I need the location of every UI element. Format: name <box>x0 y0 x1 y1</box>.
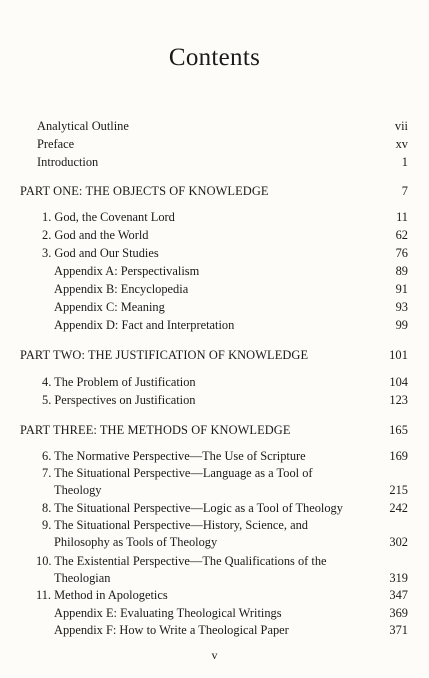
toc-entry-page: 371 <box>389 623 408 637</box>
toc-entry-label: 9. The Situational Perspective—History, Science, and <box>42 518 308 532</box>
toc-entry-page: 62 <box>395 228 408 242</box>
toc-entry-page: 123 <box>389 393 408 407</box>
toc-entry-page: 104 <box>389 375 408 389</box>
toc-entry-page: 11 <box>396 210 408 224</box>
toc-entry-page: 319 <box>389 571 408 585</box>
toc-entry-label: 10. The Existential Perspective—The Qualifications of the <box>36 554 327 568</box>
part-heading-page: 165 <box>389 423 408 437</box>
toc-entry-label: Appendix E: Evaluating Theological Writings <box>54 606 282 620</box>
toc-entry-page: 302 <box>389 535 408 549</box>
part-heading-label: PART TWO: THE JUSTIFICATION OF KNOWLEDGE <box>20 348 309 362</box>
toc-entry-label: 3. God and Our Studies <box>42 246 159 260</box>
page-title: Contents <box>168 44 261 71</box>
toc-entry-label: 1. God, the Covenant Lord <box>42 210 175 224</box>
toc-entry-label: Introduction <box>37 155 99 169</box>
toc-entry-label: Theologian <box>54 571 111 585</box>
toc-entry-page: 93 <box>395 300 408 314</box>
toc-entry-label: 5. Perspectives on Justification <box>42 393 196 407</box>
toc-entry-label: Appendix F: How to Write a Theological Paper <box>54 623 289 637</box>
toc-entry-label: 4. The Problem of Justification <box>42 375 196 389</box>
toc-entry-page: 369 <box>389 606 408 620</box>
toc-entry-page: 347 <box>389 588 408 602</box>
toc-entry-label: 7. The Situational Perspective—Language as a Tool of <box>42 466 313 480</box>
toc-entry-label: 11. Method in Apologetics <box>36 588 168 602</box>
toc-entry-label: Appendix B: Encyclopedia <box>54 282 189 296</box>
toc-entry-label: Appendix A: Perspectivalism <box>54 264 200 278</box>
toc-entry-label: 2. God and the World <box>42 228 149 242</box>
toc-entry-label: Theology <box>54 483 102 497</box>
toc-entry-page: 242 <box>389 501 408 515</box>
toc-entry-page: xv <box>395 137 408 151</box>
toc-entry-label: 8. The Situational Perspective—Logic as a Tool of Theology <box>42 501 343 515</box>
part-heading-page: 101 <box>389 348 408 362</box>
toc-entry-page: vii <box>394 119 408 133</box>
toc-entry-label: Philosophy as Tools of Theology <box>54 535 218 549</box>
toc-entry-label: Appendix C: Meaning <box>54 300 165 314</box>
toc-entry-page: 169 <box>389 449 408 463</box>
toc-entry-page: 89 <box>395 264 408 278</box>
toc-entry-page: 76 <box>395 246 408 260</box>
toc-entry-page: 91 <box>395 282 408 296</box>
part-heading-label: PART ONE: THE OBJECTS OF KNOWLEDGE <box>20 184 269 198</box>
toc-entry-page: 99 <box>395 318 408 332</box>
toc-entry-page: 215 <box>389 483 408 497</box>
toc-entry-label: Analytical Outline <box>37 119 129 133</box>
toc-entry-page: 1 <box>401 155 408 169</box>
page-number: v <box>211 648 218 662</box>
part-heading-label: PART THREE: THE METHODS OF KNOWLEDGE <box>20 423 291 437</box>
toc-entry-label: Preface <box>37 137 75 151</box>
toc-entry-label: 6. The Normative Perspective—The Use of Scripture <box>42 449 306 463</box>
toc-entry-label: Appendix D: Fact and Interpretation <box>54 318 235 332</box>
part-heading-page: 7 <box>401 184 408 198</box>
